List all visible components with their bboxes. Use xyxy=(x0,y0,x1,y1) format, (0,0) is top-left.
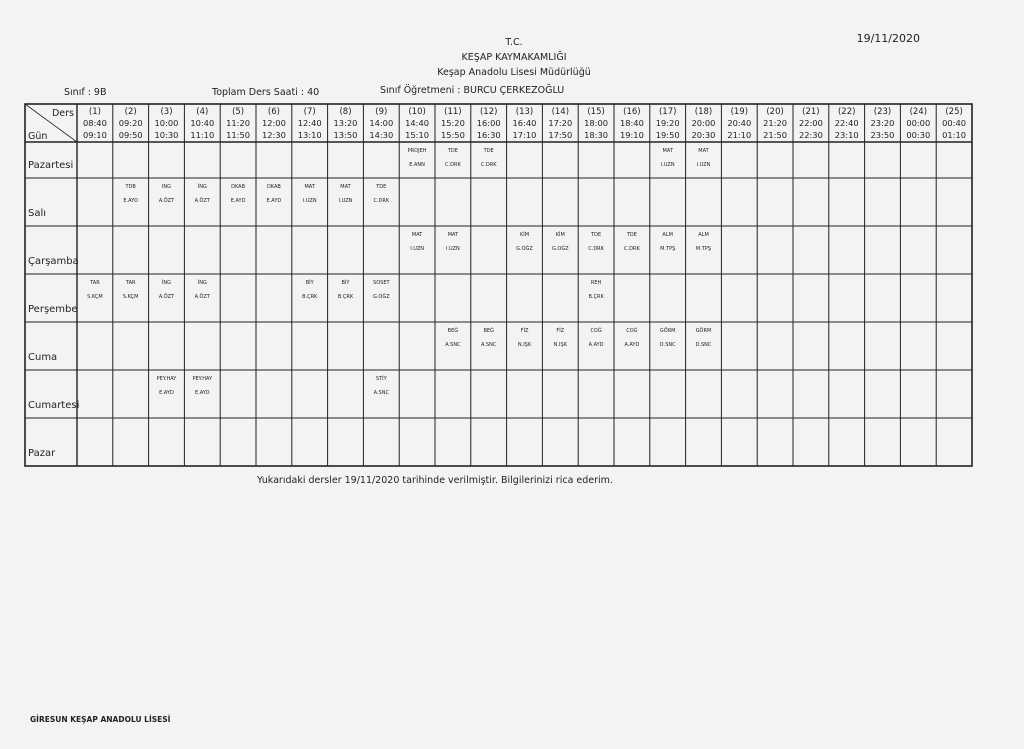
period-number: (16) xyxy=(623,107,641,117)
lesson-teacher: I.UZN xyxy=(302,198,317,204)
period-start: 08:40 xyxy=(82,118,107,128)
day-label: Pazartesi xyxy=(28,160,74,171)
period-start: 14:00 xyxy=(369,118,394,128)
lesson-teacher: I.UZN xyxy=(660,162,675,168)
lesson-teacher: C.DRK xyxy=(624,246,640,252)
period-end: 15:50 xyxy=(440,130,465,140)
period-start: 17:20 xyxy=(548,118,573,128)
lesson-subject: STİY xyxy=(375,376,387,382)
lesson-teacher: E.AYD xyxy=(266,198,282,204)
period-end: 11:10 xyxy=(190,130,215,140)
period-number: (18) xyxy=(694,107,713,117)
period-start: 20:40 xyxy=(727,118,752,128)
lesson-subject: İNG xyxy=(161,280,172,286)
lesson-teacher: S.KÇM xyxy=(122,294,139,300)
period-number: (9) xyxy=(375,107,388,117)
lesson-subject: FİZ xyxy=(556,328,565,334)
day-label: Çarşamba xyxy=(28,256,79,267)
lesson-subject: TDE xyxy=(626,232,637,238)
school-footer: GİRESUN KEŞAP ANADOLU LİSESİ xyxy=(30,715,171,724)
lesson-subject: GÖRM xyxy=(659,328,676,334)
lesson-subject: BEĞ xyxy=(483,328,494,334)
period-number: (19) xyxy=(730,107,749,117)
period-number: (22) xyxy=(837,107,856,117)
period-start: 19:20 xyxy=(655,118,680,128)
day-label: Pazar xyxy=(28,448,56,459)
lesson-subject: TDE xyxy=(483,148,494,154)
period-number: (2) xyxy=(124,107,137,117)
period-start: 14:40 xyxy=(405,118,430,128)
lesson-subject: COĞ xyxy=(590,328,602,334)
lesson-subject: ALM xyxy=(662,232,673,238)
period-number: (12) xyxy=(479,107,498,117)
lesson-subject: DKAB xyxy=(266,184,281,190)
period-end: 17:50 xyxy=(548,130,573,140)
period-number: (4) xyxy=(196,107,209,117)
lesson-teacher: A.ÖZT xyxy=(158,294,175,300)
lesson-subject: İNG xyxy=(197,280,207,286)
lesson-teacher: C.DRK xyxy=(373,198,390,204)
lesson-teacher: A.SNC xyxy=(481,342,497,348)
lesson-teacher: A.ÖZT xyxy=(194,294,210,300)
lesson-teacher: M.TPŞ xyxy=(695,246,712,252)
lesson-teacher: G.OĞZ xyxy=(372,294,390,300)
lesson-teacher: N.IŞK xyxy=(553,342,567,348)
period-end: 23:50 xyxy=(870,130,895,140)
lesson-subject: BİY xyxy=(305,280,314,286)
lesson-subject: TAR xyxy=(90,280,100,286)
period-end: 16:30 xyxy=(476,130,501,140)
lesson-teacher: D.SNC xyxy=(659,342,676,348)
class-label: Sınıf : 9B xyxy=(64,87,107,98)
period-number: (8) xyxy=(339,107,352,117)
lesson-subject: FİZ xyxy=(520,328,529,334)
period-end: 11:50 xyxy=(226,130,251,140)
corner-ders-label: Ders xyxy=(51,108,74,119)
period-end: 12:30 xyxy=(261,130,286,140)
print-date: 19/11/2020 xyxy=(856,32,920,45)
lesson-subject: KİM xyxy=(555,232,565,238)
period-number: (23) xyxy=(873,107,892,117)
period-start: 22:00 xyxy=(798,118,823,128)
period-start: 12:00 xyxy=(261,118,286,128)
period-start: 18:40 xyxy=(619,118,644,128)
lesson-teacher: E.AYD xyxy=(123,198,139,204)
class-teacher-label: Sınıf Öğretmeni : BURCU ÇERKEZOĞLU xyxy=(380,85,565,96)
lesson-teacher: G.OĞZ xyxy=(551,246,569,252)
period-number: (10) xyxy=(408,107,426,117)
lesson-subject: TDE xyxy=(376,184,387,190)
lesson-teacher: S.KÇM xyxy=(87,294,103,300)
period-number: (20) xyxy=(766,107,784,117)
period-end: 21:10 xyxy=(727,130,752,140)
lesson-teacher: B.ÇRK xyxy=(588,294,604,300)
lesson-teacher: I.UZN xyxy=(338,198,353,204)
day-label: Cumartesi xyxy=(28,400,80,411)
lesson-subject: İNG xyxy=(197,184,207,190)
period-end: 19:10 xyxy=(619,130,644,140)
period-number: (17) xyxy=(658,107,677,117)
header-school: Keşap Anadolu Lisesi Müdürlüğü xyxy=(437,67,591,78)
lesson-subject: PEY.HAY xyxy=(192,376,213,382)
period-start: 16:00 xyxy=(476,118,501,128)
period-start: 11:20 xyxy=(226,118,251,128)
lesson-subject: COĞ xyxy=(626,328,638,334)
total-hours-label: Toplam Ders Saati : 40 xyxy=(212,87,320,98)
lesson-subject: DKAB xyxy=(231,184,246,190)
lesson-subject: TAR xyxy=(125,280,136,286)
period-start: 10:00 xyxy=(154,118,179,128)
lesson-subject: TDE xyxy=(591,232,602,238)
period-end: 17:10 xyxy=(512,130,537,140)
period-number: (15) xyxy=(587,107,605,117)
footnote: Yukarıdaki dersler 19/11/2020 tarihinde verilmiştir. Bilgilerinizi rica ederim. xyxy=(257,475,613,486)
lesson-teacher: E.ANN xyxy=(409,162,425,168)
lesson-subject: KİM xyxy=(519,232,530,238)
lesson-teacher: A.SNC xyxy=(445,342,461,348)
period-end: 23:10 xyxy=(834,130,859,140)
period-end: 19:50 xyxy=(655,130,680,140)
period-start: 15:20 xyxy=(440,118,465,128)
period-number: (14) xyxy=(551,107,570,117)
period-end: 00:30 xyxy=(906,130,931,140)
period-start: 23:20 xyxy=(870,118,895,128)
lesson-teacher: M.TPŞ xyxy=(660,246,676,252)
period-start: 13:20 xyxy=(333,118,358,128)
period-end: 18:30 xyxy=(584,130,609,140)
lesson-teacher: E.AYD xyxy=(159,390,174,396)
lesson-teacher: C.DRK xyxy=(588,246,604,252)
day-label: Cuma xyxy=(28,352,58,363)
corner-gun-label: Gün xyxy=(28,131,48,142)
header-kaymakamlik: KEŞAP KAYMAKAMLIĞI xyxy=(461,52,567,63)
lesson-teacher: I.UZN xyxy=(410,246,425,252)
period-start: 20:00 xyxy=(691,118,716,128)
period-number: (7) xyxy=(303,107,316,117)
period-number: (21) xyxy=(802,107,820,117)
period-end: 09:50 xyxy=(118,130,143,140)
timetable-grid xyxy=(25,104,972,466)
period-number: (13) xyxy=(515,107,534,117)
period-number: (1) xyxy=(88,107,101,117)
period-start: 09:20 xyxy=(118,118,143,128)
period-number: (6) xyxy=(267,107,280,117)
lesson-teacher: I.UZN xyxy=(445,246,460,252)
lesson-teacher: G.OĞZ xyxy=(516,246,533,252)
period-start: 21:20 xyxy=(763,118,788,128)
lesson-subject: MAT xyxy=(447,232,459,238)
period-start: 18:00 xyxy=(584,118,609,128)
lesson-teacher: C.DRK xyxy=(445,162,461,168)
period-start: 10:40 xyxy=(190,118,215,128)
lesson-subject: PROJEH xyxy=(407,148,427,154)
period-end: 13:50 xyxy=(333,130,358,140)
period-start: 00:40 xyxy=(942,118,967,128)
lesson-subject: BEĞ xyxy=(447,328,459,334)
period-number: (3) xyxy=(160,107,173,117)
lesson-subject: SOSET xyxy=(373,280,390,286)
period-number: (25) xyxy=(945,107,963,117)
lesson-subject: MAT xyxy=(662,148,673,154)
period-end: 09:10 xyxy=(82,130,107,140)
lesson-subject: PEY.HAY xyxy=(156,376,177,382)
period-number: (5) xyxy=(232,107,245,117)
lesson-teacher: B.ÇRK xyxy=(302,294,318,300)
lesson-teacher: I.UZN xyxy=(696,162,711,168)
lesson-subject: REH xyxy=(590,280,602,286)
period-start: 22:40 xyxy=(834,118,859,128)
lesson-subject: MAT xyxy=(698,148,709,154)
header-tc: T.C. xyxy=(505,37,523,48)
day-label: Perşembe xyxy=(28,304,78,315)
period-end: 01:10 xyxy=(942,130,967,140)
period-end: 15:10 xyxy=(405,130,430,140)
day-label: Salı xyxy=(28,208,47,219)
period-end: 22:30 xyxy=(798,130,823,140)
lesson-subject: MAT xyxy=(411,232,423,238)
lesson-subject: MAT xyxy=(304,184,315,190)
lesson-subject: TDB xyxy=(125,184,136,190)
lesson-teacher: A.ÖZT xyxy=(158,198,175,204)
lesson-teacher: A.ÖZT xyxy=(194,198,210,204)
lesson-teacher: A.AYD xyxy=(624,342,640,348)
period-number: (24) xyxy=(909,107,928,117)
lesson-teacher: N.IŞK xyxy=(517,342,532,348)
lesson-subject: BİY xyxy=(341,280,350,286)
period-end: 21:50 xyxy=(763,130,788,140)
lesson-teacher: A.SNC xyxy=(373,390,389,396)
lesson-teacher: E.AYD xyxy=(194,390,210,396)
lesson-subject: MAT xyxy=(340,184,351,190)
period-start: 16:40 xyxy=(512,118,537,128)
lesson-subject: GÖRM xyxy=(695,328,712,334)
lesson-subject: ING xyxy=(161,184,172,190)
lesson-teacher: A.AYD xyxy=(588,342,604,348)
period-start: 12:40 xyxy=(297,118,322,128)
period-end: 14:30 xyxy=(369,130,394,140)
period-end: 10:30 xyxy=(154,130,179,140)
lesson-subject: TDE xyxy=(447,148,458,154)
lesson-teacher: D.SNC xyxy=(695,342,712,348)
lesson-teacher: C.DRK xyxy=(480,162,497,168)
period-end: 20:30 xyxy=(691,130,716,140)
lesson-subject: ALM xyxy=(698,232,709,238)
period-start: 00:00 xyxy=(906,118,931,128)
lesson-teacher: E.AYD xyxy=(230,198,246,204)
period-end: 13:10 xyxy=(297,130,322,140)
period-number: (11) xyxy=(444,107,462,117)
lesson-teacher: B.ÇRK xyxy=(337,294,354,300)
